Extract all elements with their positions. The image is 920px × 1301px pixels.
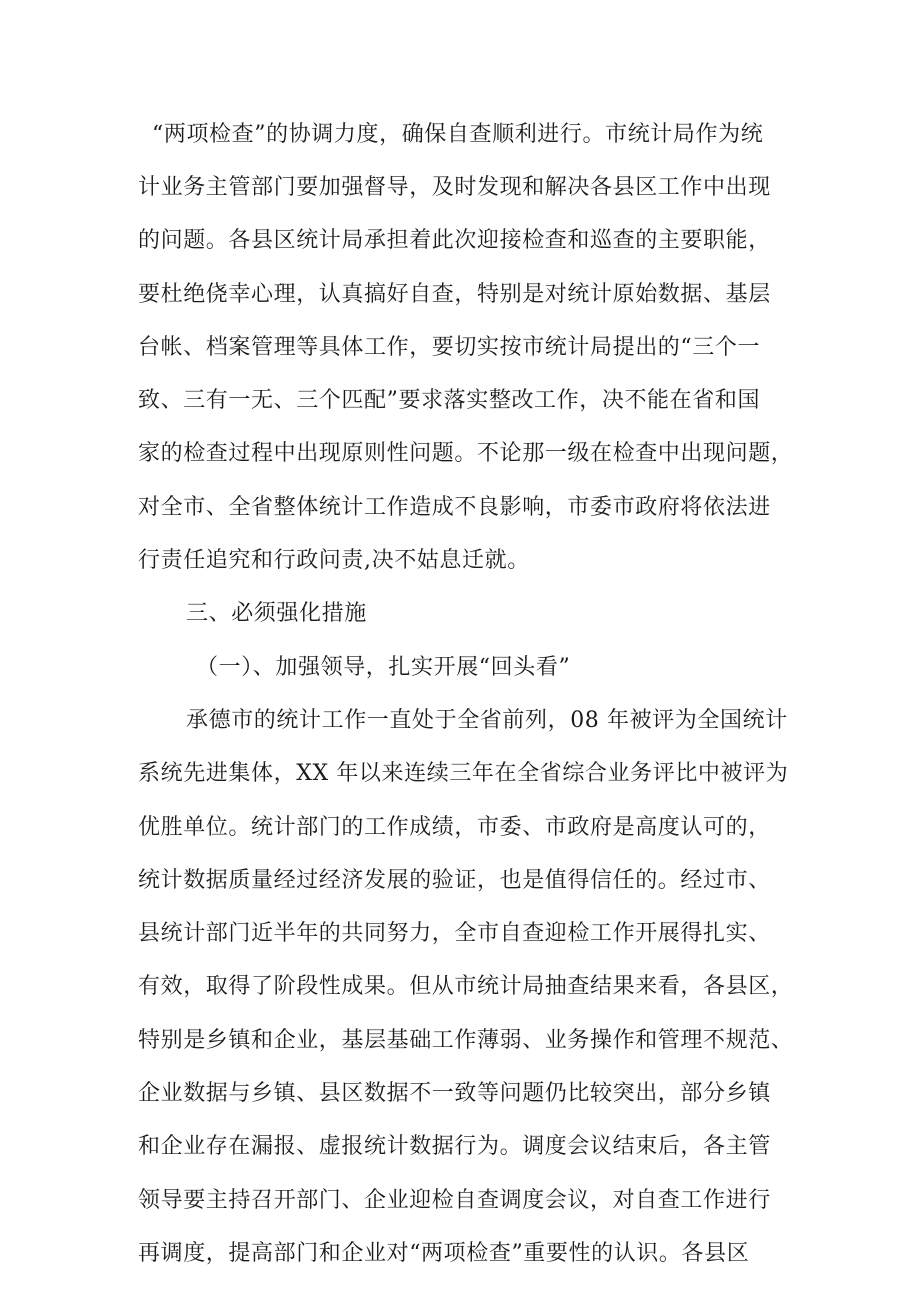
text-line-5: 台帐、档案管理等具体工作，要切实按市统计局提出的“三个一: [138, 335, 761, 360]
text-line-17: 有效，取得了阶段性成果。但从市统计局抽查结果来看，各县区，: [138, 974, 794, 999]
text-line-19: 企业数据与乡镇、县区数据不一致等问题仍比较突出，部分乡镇: [138, 1081, 771, 1106]
text-line-18: 特别是乡镇和企业，基层基础工作薄弱、业务操作和管理不规范、: [138, 1028, 794, 1053]
text-line-15: 统计数据质量经过经济发展的验证，也是值得信任的。经过市、: [138, 868, 771, 893]
text-line-6: 致、三有一无、三个匹配”要求落实整改工作，决不能在省和国: [138, 388, 761, 413]
text-line-1: “两项检查”的协调力度，确保自查顺利进行。市统计局作为统: [152, 122, 764, 147]
text-line-7: 家的检查过程中出现原则性问题。不论那一级在检查中出现问题，: [138, 441, 794, 466]
text-line-3: 的问题。各县区统计局承担着此次迎接检查和巡查的主要职能，: [138, 228, 771, 253]
text-line-4: 要杜绝侥幸心理，认真搞好自查，特别是对统计原始数据、基层: [138, 282, 771, 307]
text-line-13: 系统先进集体，XX 年以来连续三年在全省综合业务评比中被评为: [138, 761, 789, 786]
text-line-22: 再调度，提高部门和企业对“两项检查”重要性的认识。各县区: [138, 1241, 750, 1266]
text-line-8: 对全市、全省整体统计工作造成不良影响，市委市政府将依法进: [138, 495, 771, 520]
text-line-12: 承德市的统计工作一直处于全省前列，08 年被评为全国统计: [186, 708, 788, 733]
text-line-2: 计业务主管部门要加强督导，及时发现和解决各县区工作中出现: [138, 175, 771, 200]
section-heading: 三、必须强化措施: [186, 601, 367, 626]
subsection-heading: （一）、加强领导，扎实开展“回头看”: [196, 655, 571, 680]
text-line-21: 领导要主持召开部门、企业迎检自查调度会议，对自查工作进行: [138, 1188, 771, 1213]
text-line-20: 和企业存在漏报、虚报统计数据行为。调度会议结束后，各主管: [138, 1134, 771, 1159]
text-line-14: 优胜单位。统计部门的工作成绩，市委、市政府是高度认可的，: [138, 815, 771, 840]
text-line-9: 行责任追究和行政问责,决不姑息迁就。: [138, 548, 530, 573]
text-line-16: 县统计部门近半年的共同努力，全市自查迎检工作开展得扎实、: [138, 921, 771, 946]
